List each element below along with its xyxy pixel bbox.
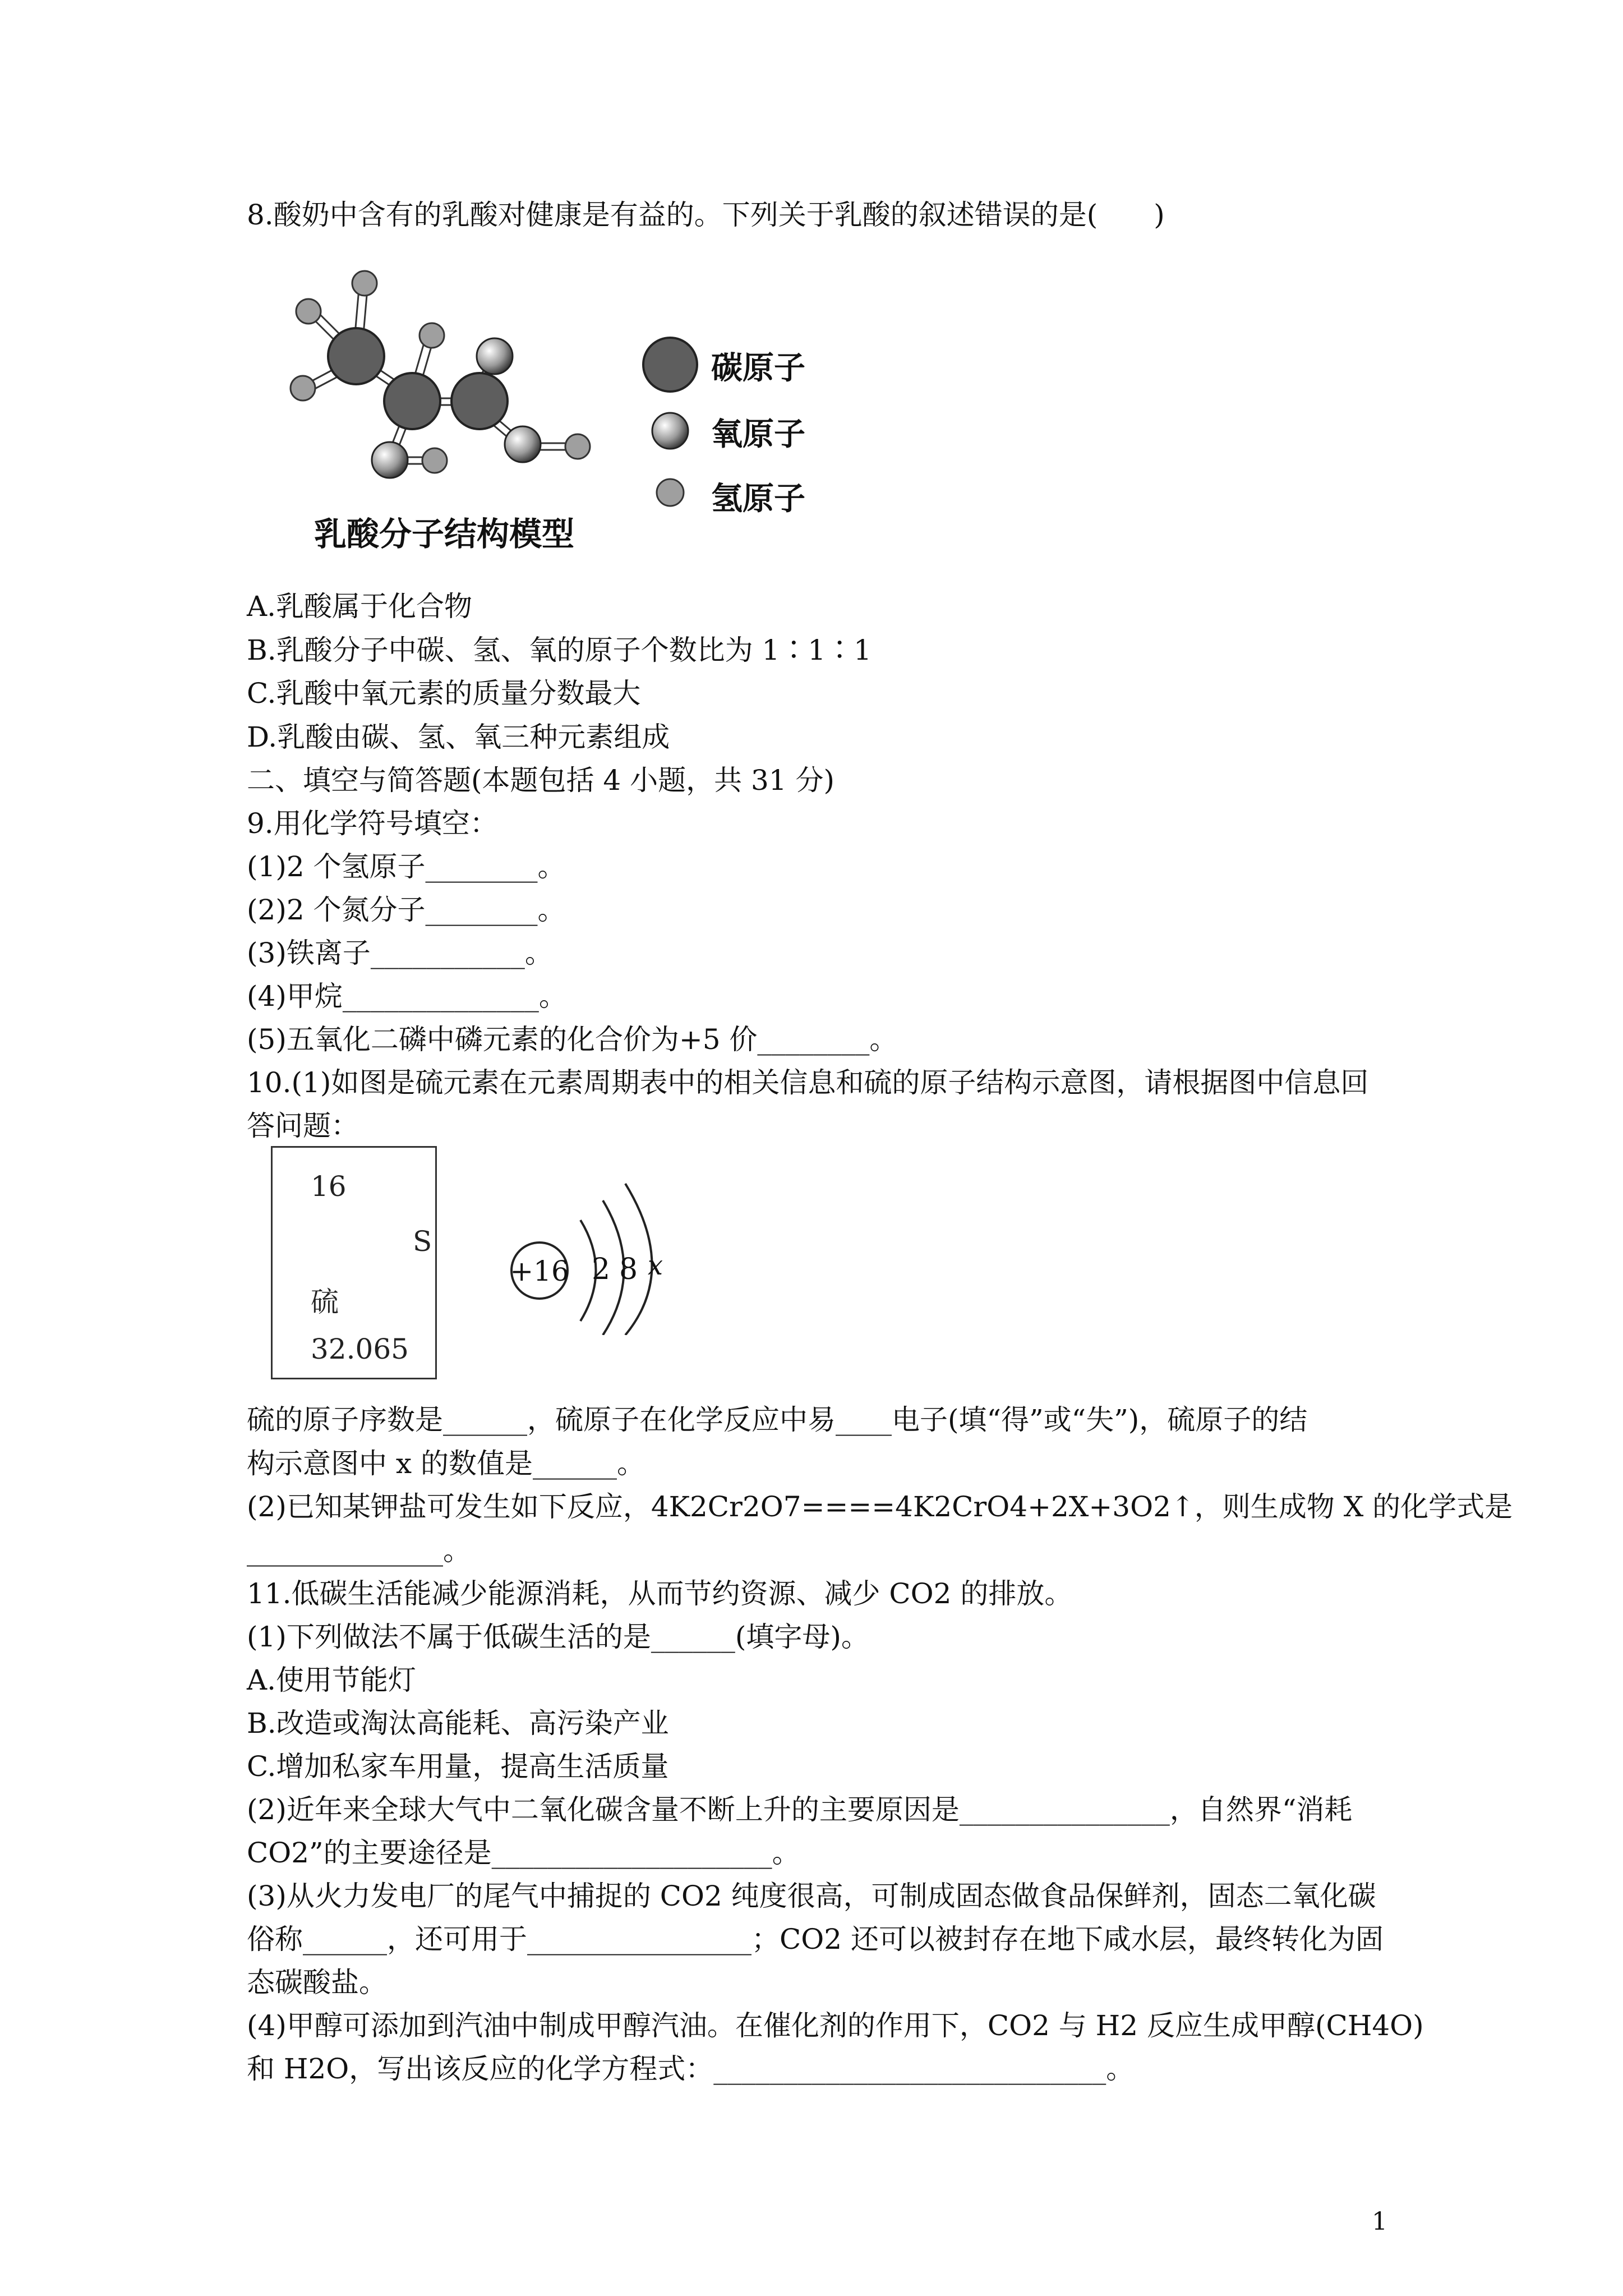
q9-item-5: (5)五氧化二磷中磷元素的化合价为+5 价________。 — [247, 1023, 898, 1056]
section-2-heading: 二、填空与简答题(本题包括 4 小题，共 31 分) — [247, 764, 835, 797]
q9-item-1: (1)2 个氢原子________。 — [247, 850, 566, 883]
carbon-atom-icon — [643, 338, 697, 392]
q8-stem: 8.酸奶中含有的乳酸对健康是有益的。下列关于乳酸的叙述错误的是( ) — [247, 199, 1165, 231]
q11-option-c: C.增加私家车用量，提高生活质量 — [247, 1750, 669, 1783]
legend-carbon-label: 碳原子 — [711, 350, 805, 386]
oxygen-atom-icon — [652, 413, 688, 449]
q11-part4-line-1: (4)甲醇可添加到汽油中制成甲醇汽油。在催化剂的作用下，CO2 与 H2 反应生成甲醇(CH4O) — [247, 2009, 1424, 2042]
q8-option-c: C.乳酸中氧元素的质量分数最大 — [247, 677, 641, 710]
element-number: 16 — [311, 1170, 347, 1203]
legend-oxygen-label: 氧原子 — [711, 416, 805, 453]
q11-part2-line-1: (2)近年来全球大气中二氧化碳含量不断上升的主要原因是_______________，自然界“消耗 — [247, 1793, 1353, 1826]
q11-part3-line-1: (3)从火力发电厂的尾气中捕捉的 CO2 纯度很高，可制成固态做食品保鲜剂，固态二氧化碳 — [247, 1880, 1376, 1912]
q11-option-a: A.使用节能灯 — [247, 1664, 417, 1696]
element-name: 硫 — [311, 1286, 339, 1318]
q11-part4-line-2: 和 H2O，写出该反应的化学方程式：____________________________。 — [247, 2053, 1135, 2085]
q10-text-line-2: 构示意图中 x 的数值是______。 — [247, 1447, 645, 1480]
element-mass: 32.065 — [311, 1333, 409, 1365]
q10-stem-line-1: 10.(1)如图是硫元素在元素周期表中的相关信息和硫的原子结构示意图，请根据图中信息回 — [247, 1066, 1369, 1099]
q8-option-a: A.乳酸属于化合物 — [247, 590, 473, 623]
atom-legend-icons — [639, 331, 718, 516]
shell-3-electrons: x — [648, 1250, 663, 1281]
q11-option-b: B.改造或淘汰高能耗、高污染产业 — [247, 1707, 669, 1740]
sulfur-atom-structure-diagram — [505, 1167, 695, 1335]
q9-item-4: (4)甲烷______________。 — [247, 980, 567, 1013]
q11-part2-line-2: CO2”的主要途径是____________________。 — [247, 1837, 800, 1869]
q10-part2-line-2: ______________。 — [247, 1534, 471, 1567]
q11-part3-line-3: 态碳酸盐。 — [247, 1966, 387, 1999]
legend-hydrogen-label: 氢原子 — [711, 481, 805, 517]
shell-1-electrons: 2 — [592, 1253, 611, 1286]
q8-option-b: B.乳酸分子中碳、氢、氧的原子个数比为 1∶1∶1 — [247, 634, 872, 666]
q11-part3-line-2: 俗称______，还可用于________________；CO2 还可以被封存在地下咸水层，最终转化为固 — [247, 1923, 1384, 1955]
q9-item-2: (2)2 个氮分子________。 — [247, 894, 566, 926]
sulfur-element-card — [271, 1146, 437, 1379]
element-symbol: S — [413, 1225, 432, 1258]
q11-part1: (1)下列做法不属于低碳生活的是______(填字母)。 — [247, 1621, 869, 1653]
q10-stem-line-2: 答问题： — [247, 1110, 359, 1142]
shell-2-electrons: 8 — [619, 1253, 638, 1286]
hydrogen-atom-icon — [657, 479, 684, 506]
nucleus-charge: +16 — [510, 1255, 569, 1287]
molecule-caption: 乳酸分子结构模型 — [314, 515, 575, 553]
q8-option-d: D.乳酸由碳、氢、氧三种元素组成 — [247, 721, 670, 753]
q11-stem: 11.低碳生活能减少能源消耗，从而节约资源、减少 CO2 的排放。 — [247, 1577, 1073, 1610]
lactic-acid-molecule-model — [264, 264, 611, 499]
q9-item-3: (3)铁离子___________。 — [247, 937, 553, 969]
q10-text-line-1: 硫的原子序数是______，硫原子在化学反应中易____电子(填“得”或“失”)，硫原子的结 — [247, 1404, 1308, 1436]
q10-part2-line-1: (2)已知某钾盐可发生如下反应，4K2Cr2O7====4K2CrO4+2X+3O2↑，则生成物 X 的化学式是 — [247, 1490, 1513, 1523]
page-number: 1 — [1372, 2207, 1387, 2236]
q9-stem: 9.用化学符号填空： — [247, 807, 498, 840]
